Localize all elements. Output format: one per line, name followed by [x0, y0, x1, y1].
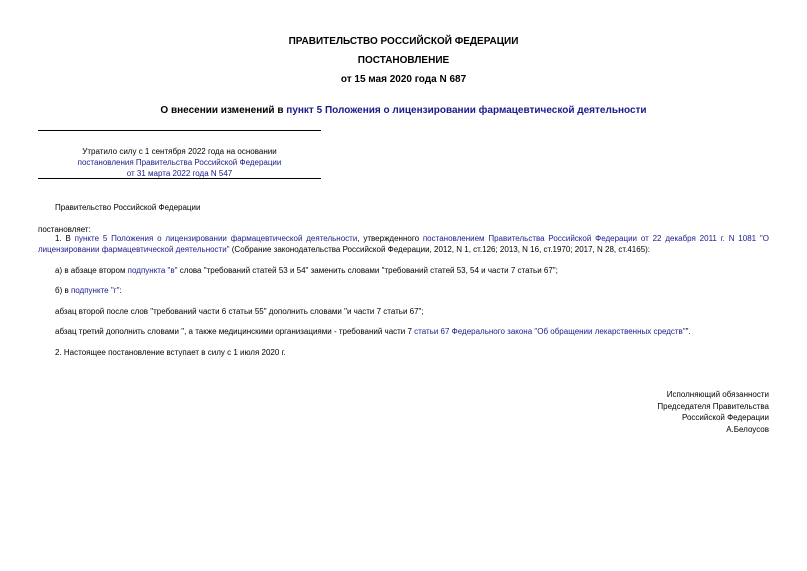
item-1-number: 1. — [55, 234, 66, 243]
item-a-link[interactable]: подпункта "в" — [127, 266, 178, 275]
item-a — [55, 265, 558, 276]
item-1-text: В — [65, 234, 75, 243]
item-2: 2. Настоящее постановление вступает в силу с 1 июля 2020 г. — [55, 348, 286, 357]
repeal-notice — [38, 146, 321, 179]
item-b-link[interactable]: подпункте "г" — [70, 286, 120, 295]
item-1-text: , утвержденного — [357, 234, 423, 243]
signature-line-2: Председателя Правительства — [657, 401, 769, 411]
signature-line-3: Российской Федерации — [682, 413, 769, 422]
item-b-text: б) в — [55, 286, 71, 295]
item-b-paragraph-2-text: ". — [685, 327, 691, 336]
item-a-text: слова "требований статей 53 и 54" заменить словами "требований статей 53, 54 и части 7 статьи 67"; — [177, 266, 558, 275]
title-prefix: О внесении изменений в — [160, 105, 287, 116]
signatory-name: А.Белоусов — [726, 424, 769, 434]
repeal-notice-text: Утратило силу с 1 сентября 2022 года на основании — [82, 147, 277, 156]
item-1-link-resolution[interactable]: постановлением Правительства Российской Федерации от 22 декабря 2011 г. N 1081 "О лицензировании фармацевтической деятельности" — [38, 234, 769, 254]
government-heading: ПРАВИТЕЛЬСТВО РОССИЙСКОЙ ФЕДЕРАЦИИ — [288, 36, 519, 47]
item-b-text: : — [119, 286, 122, 295]
item-b-paragraph-2 — [55, 326, 691, 337]
item-b-paragraph-2-text: абзац третий дополнить словами ", а также медицинскими организациями - требований части 7 — [55, 327, 415, 336]
item-1 — [38, 233, 769, 255]
item-b-paragraph-1: абзац второй после слов "требований части 6 статьи 55" дополнить словами "и части 7 статьи 67"; — [55, 307, 424, 316]
document-date-number: от 15 мая 2020 года N 687 — [340, 74, 467, 85]
top-divider — [38, 130, 321, 131]
document-title — [0, 105, 807, 117]
item-b — [55, 285, 122, 296]
item-b-paragraph-2-link[interactable]: статьи 67 Федерального закона "Об обращении лекарственных средств" — [414, 327, 686, 336]
document-type-heading: ПОСТАНОВЛЕНИЕ — [357, 55, 450, 66]
repeal-notice-link-2[interactable]: от 31 марта 2022 года N 547 — [126, 169, 233, 178]
item-1-text: (Собрание законодательства Российской Федерации, 2012, N 1, ст.126; 2013, N 16, ст.1970; 2017, N 28, ст.4165): — [229, 245, 651, 254]
resolves-label: постановляет: — [38, 225, 91, 234]
item-1-link-provision[interactable]: пункте 5 Положения о лицензировании фармацевтической деятельности — [74, 234, 358, 243]
title-link[interactable]: пункт 5 Положения о лицензировании фармацевтической деятельности — [286, 105, 647, 116]
signature-block — [657, 389, 769, 435]
signature-line-1: Исполняющий обязанности — [666, 390, 769, 399]
bottom-divider — [38, 178, 321, 179]
government-name: Правительство Российской Федерации — [55, 203, 201, 212]
item-a-text: а) в абзаце втором — [55, 266, 128, 275]
repeal-notice-link-1[interactable]: постановления Правительства Российской Федерации — [77, 158, 282, 167]
